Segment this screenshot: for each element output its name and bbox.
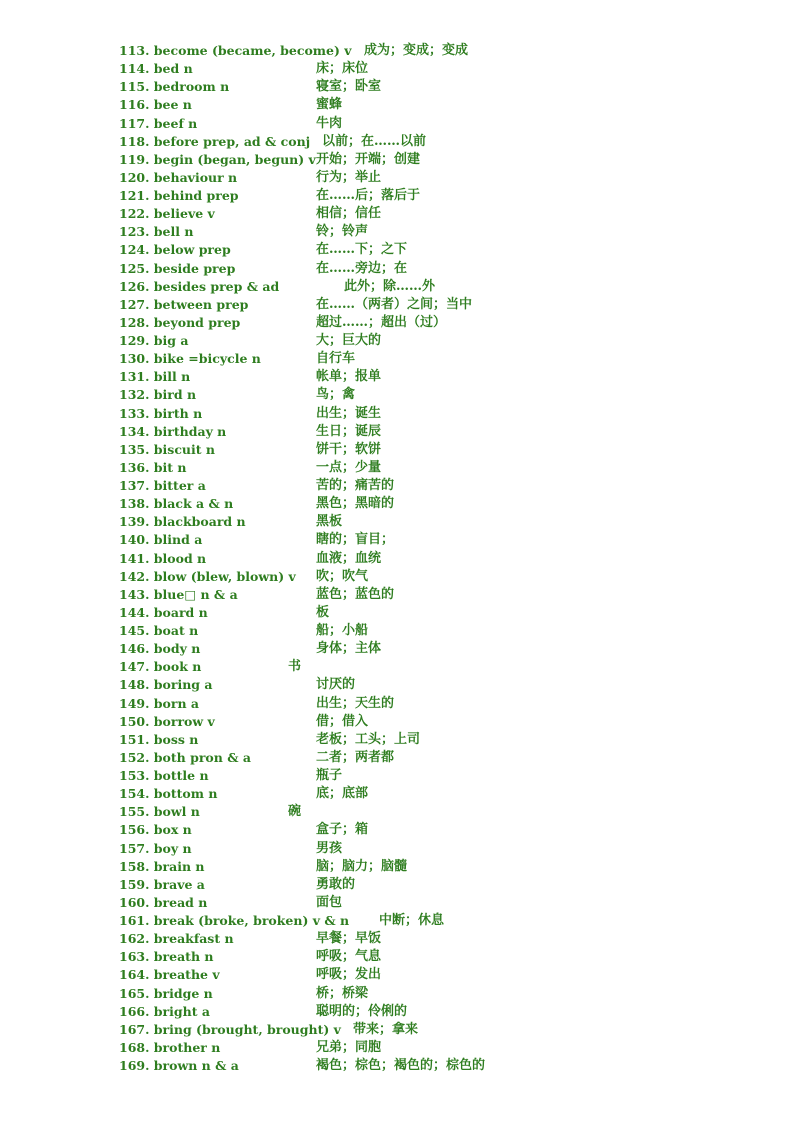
- english-term: 161. break (broke, broken) v & n: [119, 913, 350, 928]
- chinese-meaning: 出生；诞生: [316, 405, 382, 421]
- chinese-meaning: 寝室；卧室: [316, 79, 382, 95]
- chinese-meaning: 身体；主体: [316, 641, 382, 657]
- english-term: 126. besides prep & ad: [119, 278, 280, 294]
- english-term: 162. breakfast n: [119, 931, 234, 947]
- english-term: 141. blood n: [119, 550, 207, 566]
- chinese-meaning: 出生；天生的: [316, 695, 395, 711]
- english-term: 114. bed n: [119, 61, 193, 77]
- chinese-meaning: 面包: [316, 894, 343, 910]
- english-term: 117. beef n: [119, 115, 198, 131]
- chinese-meaning: 相信；信任: [316, 206, 382, 222]
- chinese-meaning: 黑板: [316, 514, 343, 530]
- chinese-meaning: 蓝色；蓝色的: [316, 586, 395, 602]
- english-term: 150. borrow v: [119, 713, 215, 729]
- chinese-meaning: 带来；拿来: [353, 1021, 419, 1037]
- english-term: 154. bottom n: [119, 786, 218, 802]
- chinese-meaning: 在……旁边；在: [316, 260, 408, 276]
- english-term: 146. body n: [119, 641, 201, 657]
- chinese-meaning: 在……（两者）之间；当中: [316, 296, 473, 312]
- english-term: 132. bird n: [119, 387, 197, 403]
- chinese-meaning: 生日；诞辰: [316, 423, 382, 439]
- chinese-meaning: 瓶子: [316, 768, 343, 783]
- chinese-meaning: 二者；两者都: [316, 749, 395, 765]
- english-term: 142. blow (blew, blown) v: [119, 568, 296, 584]
- english-term: 157. boy n: [119, 840, 192, 856]
- english-term: 147. book n: [119, 659, 202, 675]
- english-term: 118. before prep, ad & conj: [119, 133, 311, 149]
- english-term: 144. board n: [119, 604, 208, 620]
- english-term: 130. bike =bicycle n: [119, 351, 261, 367]
- chinese-meaning: 借；借入: [316, 713, 369, 729]
- chinese-meaning: 成为；变成；变成: [364, 43, 469, 58]
- english-term: 168. brother n: [119, 1039, 221, 1055]
- chinese-meaning: 中断；休息: [379, 913, 445, 928]
- english-term: 124. below prep: [119, 242, 231, 258]
- english-term: 163. breath n: [119, 949, 214, 965]
- english-term: 139. blackboard n: [119, 514, 246, 530]
- english-term: 153. bottle n: [119, 768, 209, 783]
- english-term: 136. bit n: [119, 459, 187, 475]
- english-term: 116. bee n: [119, 97, 192, 113]
- english-term: 152. both pron & a: [119, 749, 251, 765]
- chinese-meaning: 帐单；报单: [316, 369, 382, 385]
- english-term: 151. boss n: [119, 731, 199, 747]
- chinese-meaning: 血液；血统: [316, 550, 382, 566]
- english-term: 143. blue□ n & a: [119, 586, 238, 602]
- chinese-meaning: 此外；除……外: [344, 278, 436, 294]
- english-term: 159. brave a: [119, 876, 205, 892]
- english-term: 145. boat n: [119, 623, 199, 638]
- chinese-meaning: 桥；桥梁: [316, 985, 369, 1001]
- english-term: 115. bedroom n: [119, 79, 230, 95]
- english-term: 123. bell n: [119, 224, 194, 240]
- english-term: 158. brain n: [119, 858, 205, 874]
- english-term: 131. bill n: [119, 369, 191, 385]
- chinese-meaning: 盒子；箱: [316, 822, 369, 838]
- chinese-meaning: 一点；少量: [316, 459, 382, 475]
- chinese-meaning: 牛肉: [316, 115, 343, 131]
- english-term: 169. brown n & a: [119, 1058, 239, 1073]
- english-term: 133. birth n: [119, 405, 203, 421]
- chinese-meaning: 碗: [288, 804, 302, 820]
- chinese-meaning: 脑；脑力；脑髓: [316, 858, 408, 874]
- english-term: 148. boring a: [119, 677, 213, 693]
- chinese-meaning: 聪明的；伶俐的: [316, 1003, 408, 1019]
- english-term: 166. bright a: [119, 1003, 210, 1019]
- english-term: 137. bitter a: [119, 478, 206, 493]
- chinese-meaning: 男孩: [316, 840, 343, 856]
- chinese-meaning: 床；床位: [316, 61, 369, 77]
- chinese-meaning: 苦的；痛苦的: [316, 478, 395, 493]
- chinese-meaning: 行为；举止: [316, 169, 382, 185]
- chinese-meaning: 蜜蜂: [316, 97, 343, 113]
- chinese-meaning: 褐色；棕色；褐色的；棕色的: [316, 1058, 486, 1073]
- english-term: 149. born a: [119, 695, 199, 711]
- chinese-meaning: 大；巨大的: [316, 333, 382, 348]
- chinese-meaning: 呼吸；气息: [316, 949, 382, 965]
- chinese-meaning: 鸟；禽: [316, 387, 356, 403]
- english-term: 167. bring (brought, brought) v: [119, 1021, 341, 1037]
- chinese-meaning: 老板；工头；上司: [316, 731, 421, 747]
- english-term: 122. believe v: [119, 206, 215, 222]
- chinese-meaning: 开始；开端；创建: [316, 151, 421, 167]
- english-term: 160. bread n: [119, 894, 208, 910]
- chinese-meaning: 底；底部: [316, 786, 369, 802]
- english-term: 155. bowl n: [119, 804, 200, 820]
- english-term: 165. bridge n: [119, 985, 213, 1001]
- chinese-meaning: 自行车: [316, 351, 356, 367]
- english-term: 156. box n: [119, 822, 192, 838]
- chinese-meaning: 黑色；黑暗的: [316, 496, 395, 512]
- chinese-meaning: 船；小船: [316, 623, 369, 638]
- chinese-meaning: 呼吸；发出: [316, 967, 382, 983]
- chinese-meaning: 板: [316, 604, 330, 620]
- english-term: 128. beyond prep: [119, 314, 241, 330]
- chinese-meaning: 早餐；早饭: [316, 931, 382, 947]
- english-term: 127. between prep: [119, 296, 249, 312]
- chinese-meaning: 铃；铃声: [316, 224, 369, 240]
- chinese-meaning: 超过……；超出（过）: [316, 314, 447, 330]
- english-term: 120. behaviour n: [119, 169, 238, 185]
- english-term: 164. breathe v: [119, 967, 220, 983]
- chinese-meaning: 瞎的；盲目；: [316, 532, 395, 548]
- chinese-meaning: 兄弟；同胞: [316, 1039, 382, 1055]
- english-term: 138. black a & n: [119, 496, 234, 512]
- chinese-meaning: 书: [288, 659, 302, 675]
- english-term: 134. birthday n: [119, 423, 227, 439]
- chinese-meaning: 吹；吹气: [316, 568, 369, 584]
- english-term: 125. beside prep: [119, 260, 236, 276]
- chinese-meaning: 勇敢的: [316, 876, 356, 892]
- english-term: 119. begin (began, begun) v: [119, 151, 316, 167]
- chinese-meaning: 饼干；软饼: [316, 441, 382, 457]
- english-term: 113. become (became, become) v: [119, 43, 352, 58]
- english-term: 135. biscuit n: [119, 441, 215, 457]
- chinese-meaning: 在……下；之下: [316, 242, 408, 258]
- english-term: 129. big a: [119, 333, 189, 348]
- chinese-meaning: 在……后；落后于: [316, 188, 421, 203]
- chinese-meaning: 以前；在……以前: [322, 133, 427, 149]
- english-term: 140. blind a: [119, 532, 203, 548]
- english-term: 121. behind prep: [119, 188, 239, 203]
- chinese-meaning: 讨厌的: [316, 677, 356, 693]
